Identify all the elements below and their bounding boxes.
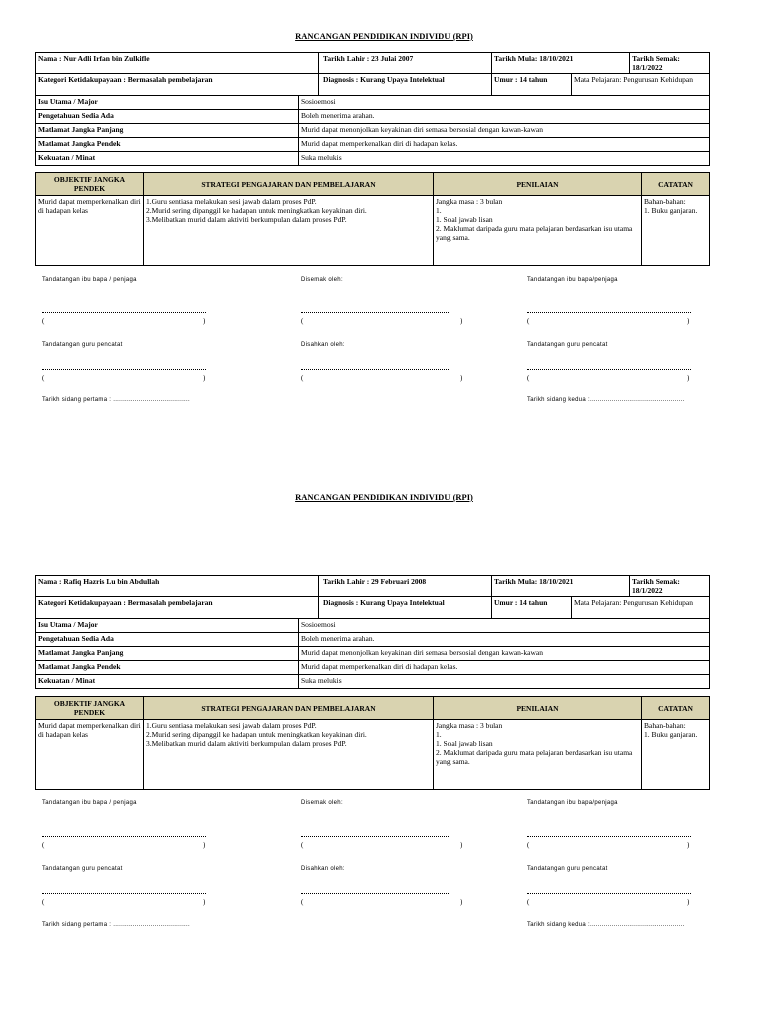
paren-close: ) — [203, 317, 206, 325]
catatan-item: Bahan-bahan: — [644, 721, 686, 730]
penilaian-item: 1. — [436, 206, 442, 215]
sig-teacher-label: Tandatangan guru pencatat — [42, 866, 123, 872]
signature-line[interactable] — [301, 369, 449, 370]
paren-close: ) — [203, 374, 206, 382]
row-value: Sosioemosi — [299, 96, 710, 110]
strategi-item: 1.Guru sentiasa melakukan sesi jawab dalam proses PdP. — [146, 721, 317, 730]
signature-line[interactable] — [301, 893, 449, 894]
paren-open: ( — [42, 317, 45, 325]
penilaian-item: 2. Maklumat daripada guru mata pelajaran berdasarkan isu utama yang sama. — [436, 224, 633, 242]
paren-open: ( — [527, 898, 530, 906]
student-name: Nama : Nur Adli Irfan bin Zulkifle — [36, 53, 319, 74]
subject: Mata Pelajaran: Pengurusan Kehidupan — [572, 597, 710, 619]
catatan-item: 1. Buku ganjaran. — [644, 730, 698, 739]
review-date: Tarikh Semak: 18/1/2022 — [630, 53, 710, 74]
sig-teacher-label: Tandatangan guru pencatat — [42, 342, 123, 348]
signature-line[interactable] — [301, 836, 449, 837]
age: Umur : 14 tahun — [492, 74, 572, 96]
strategi-item: 2.Murid sering dipanggil ke hadapan untuk meningkatkan keyakinan diri. — [146, 206, 367, 215]
catatan-cell — [642, 196, 710, 266]
catatan-cell — [642, 720, 710, 790]
sig-teacher-label-2: Tandatangan guru pencatat — [527, 342, 608, 348]
student-name: Nama : Rafiq Hazris Lu bin Abdullah — [36, 576, 319, 597]
review-date: Tarikh Semak: 18/1/2022 — [630, 576, 710, 597]
signature-line[interactable] — [42, 369, 206, 370]
row-label: Kekuatan / Minat — [36, 152, 299, 166]
paren-open: ( — [42, 898, 45, 906]
sig-approved-label: Disahkan oleh: — [301, 342, 345, 348]
sig-parent-label-2: Tandatangan ibu bapa/penjaga — [527, 800, 618, 806]
second-session-date[interactable]: Tarikh sidang kedua :................................................ — [527, 397, 685, 403]
row-label: Pengetahuan Sedia Ada — [36, 110, 299, 124]
row-label: Matlamat Jangka Pendek — [36, 661, 299, 675]
paren-close: ) — [687, 317, 690, 325]
penilaian-item: 1. — [436, 730, 442, 739]
paren-close: ) — [687, 898, 690, 906]
paren-open: ( — [301, 898, 304, 906]
strategi-item: 3.Melibatkan murid dalam aktiviti berkumpulan dalam proses PdP. — [146, 739, 347, 748]
header-strategi: STRATEGI PENGAJARAN DAN PEMBELAJARAN — [144, 173, 434, 196]
disability-category: Kategori Ketidakupayaan : Bermasalah pembelajaran — [36, 597, 319, 619]
paren-open: ( — [42, 841, 45, 849]
paren-open: ( — [301, 841, 304, 849]
penilaian-item: 1. Soal jawab lisan — [436, 739, 493, 748]
row-value: Murid dapat memperkenalkan diri di hadapan kelas. — [299, 138, 710, 152]
paren-close: ) — [460, 898, 463, 906]
sig-reviewed-label: Disemak oleh: — [301, 800, 343, 806]
plan-table — [35, 696, 710, 790]
student-info-table — [35, 575, 710, 689]
start-date: Tarikh Mula: 18/10/2021 — [492, 53, 630, 74]
paren-close: ) — [203, 898, 206, 906]
paren-open: ( — [527, 841, 530, 849]
paren-close: ) — [687, 374, 690, 382]
diagnosis: Diagnosis : Kurang Upaya Intelektual — [319, 74, 492, 96]
diagnosis: Diagnosis : Kurang Upaya Intelektual — [319, 597, 492, 619]
signature-line[interactable] — [527, 836, 691, 837]
header-catatan: CATATAN — [642, 697, 710, 720]
second-session-date[interactable]: Tarikh sidang kedua :................................................ — [527, 922, 685, 928]
sig-approved-label: Disahkan oleh: — [301, 866, 345, 872]
signature-line[interactable] — [42, 312, 206, 313]
disability-category: Kategori Ketidakupayaan : Bermasalah pembelajaran — [36, 74, 319, 96]
penilaian-item: 2. Maklumat daripada guru mata pelajaran berdasarkan isu utama yang sama. — [436, 748, 633, 766]
penilaian-cell — [434, 720, 642, 790]
row-label: Kekuatan / Minat — [36, 675, 299, 689]
header-objektif: OBJEKTIF JANGKA PENDEK — [36, 173, 144, 196]
sig-parent-label: Tandatangan ibu bapa / penjaga — [42, 800, 137, 806]
header-penilaian: PENILAIAN — [434, 697, 642, 720]
signature-line[interactable] — [42, 836, 206, 837]
form-title: RANCANGAN PENDIDIKAN INDIVIDU (RPI) — [295, 31, 473, 41]
row-value: Suka melukis — [299, 152, 710, 166]
paren-open: ( — [42, 374, 45, 382]
row-value: Boleh menerima arahan. — [299, 110, 710, 124]
catatan-item: Bahan-bahan: — [644, 197, 686, 206]
paren-close: ) — [460, 317, 463, 325]
row-value: Murid dapat memperkenalkan diri di hadapan kelas. — [299, 661, 710, 675]
birth-date: Tarikh Lahir : 29 Februari 2008 — [319, 576, 492, 597]
row-value: Suka melukis — [299, 675, 710, 689]
signature-line[interactable] — [527, 369, 691, 370]
row-label: Matlamat Jangka Panjang — [36, 647, 299, 661]
penilaian-item: 1. Soal jawab lisan — [436, 215, 493, 224]
catatan-item: 1. Buku ganjaran. — [644, 206, 698, 215]
header-objektif: OBJEKTIF JANGKA PENDEK — [36, 697, 144, 720]
signature-line[interactable] — [42, 893, 206, 894]
sig-parent-label-2: Tandatangan ibu bapa/penjaga — [527, 277, 618, 283]
penilaian-cell — [434, 196, 642, 266]
row-value: Boleh menerima arahan. — [299, 633, 710, 647]
header-catatan: CATATAN — [642, 173, 710, 196]
plan-table — [35, 172, 710, 266]
start-date: Tarikh Mula: 18/10/2021 — [492, 576, 630, 597]
strategi-cell — [144, 720, 434, 790]
row-label: Matlamat Jangka Panjang — [36, 124, 299, 138]
row-label: Isu Utama / Major — [36, 619, 299, 633]
row-label: Pengetahuan Sedia Ada — [36, 633, 299, 647]
objektif-cell: Murid dapat memperkenalkan diri di hadapan kelas — [36, 196, 144, 266]
header-strategi: STRATEGI PENGAJARAN DAN PEMBELAJARAN — [144, 697, 434, 720]
objektif-cell: Murid dapat memperkenalkan diri di hadapan kelas — [36, 720, 144, 790]
sig-parent-label: Tandatangan ibu bapa / penjaga — [42, 277, 137, 283]
birth-date: Tarikh Lahir : 23 Julai 2007 — [319, 53, 492, 74]
row-value: Sosioemosi — [299, 619, 710, 633]
strategi-item: 2.Murid sering dipanggil ke hadapan untuk meningkatkan keyakinan diri. — [146, 730, 367, 739]
sig-teacher-label-2: Tandatangan guru pencatat — [527, 866, 608, 872]
student-info-table — [35, 52, 710, 166]
paren-close: ) — [687, 841, 690, 849]
age: Umur : 14 tahun — [492, 597, 572, 619]
sig-reviewed-label: Disemak oleh: — [301, 277, 343, 283]
row-value: Murid dapat menonjolkan keyakinan diri semasa bersosial dengan kawan-kawan — [299, 124, 710, 138]
paren-open: ( — [527, 317, 530, 325]
subject: Mata Pelajaran: Pengurusan Kehidupan — [572, 74, 710, 96]
signature-line[interactable] — [527, 312, 691, 313]
first-session-date[interactable]: Tarikh sidang pertama : ....................................... — [42, 922, 190, 928]
paren-close: ) — [460, 841, 463, 849]
strategi-item: 1.Guru sentiasa melakukan sesi jawab dalam proses PdP. — [146, 197, 317, 206]
header-penilaian: PENILAIAN — [434, 173, 642, 196]
signature-line[interactable] — [527, 893, 691, 894]
penilaian-item: Jangka masa : 3 bulan — [436, 721, 503, 730]
strategi-item: 3.Melibatkan murid dalam aktiviti berkumpulan dalam proses PdP. — [146, 215, 347, 224]
penilaian-item: Jangka masa : 3 bulan — [436, 197, 503, 206]
row-value: Murid dapat menonjolkan keyakinan diri semasa bersosial dengan kawan-kawan — [299, 647, 710, 661]
row-label: Matlamat Jangka Pendek — [36, 138, 299, 152]
paren-open: ( — [301, 317, 304, 325]
signature-line[interactable] — [301, 312, 449, 313]
paren-open: ( — [527, 374, 530, 382]
paren-open: ( — [301, 374, 304, 382]
row-label: Isu Utama / Major — [36, 96, 299, 110]
form-title: RANCANGAN PENDIDIKAN INDIVIDU (RPI) — [295, 492, 473, 502]
paren-close: ) — [460, 374, 463, 382]
strategi-cell — [144, 196, 434, 266]
first-session-date[interactable]: Tarikh sidang pertama : ....................................... — [42, 397, 190, 403]
paren-close: ) — [203, 841, 206, 849]
